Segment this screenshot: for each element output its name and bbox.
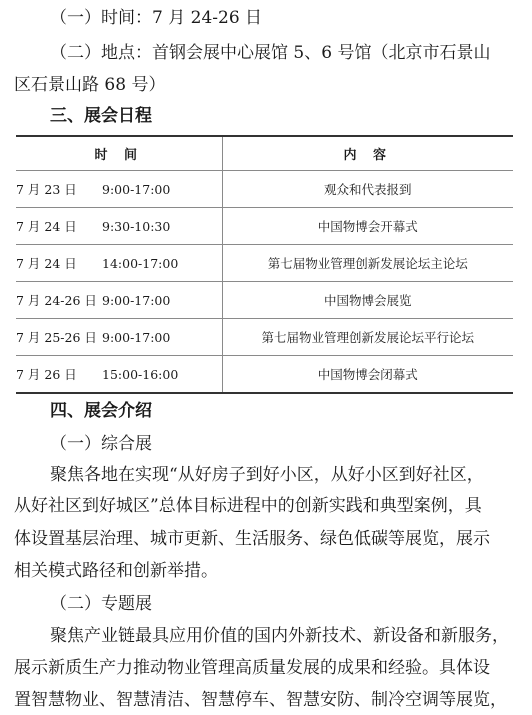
row-date: 7 月 23 日 <box>16 171 102 208</box>
row-time: 14:00-17:00 <box>102 245 222 282</box>
intro-p1-line4: 相关模式路径和创新举措。 <box>14 561 218 581</box>
header-time: 时 间 <box>16 136 222 171</box>
row-date: 7 月 24 日 <box>16 245 102 282</box>
row-content: 中国物博会闭幕式 <box>222 356 513 394</box>
row-content: 中国物博会开幕式 <box>222 208 513 245</box>
table-row <box>16 282 513 319</box>
venue-place-line1: （二）地点：首钢会展中心展馆 5、6 号馆（北京市石景山 <box>50 43 491 63</box>
row-date: 7 月 24-26 日 <box>16 282 102 319</box>
intro-p1-line1: 聚焦各地在实现“从好房子到好小区，从好小区到好社区， <box>50 465 484 485</box>
table-row <box>16 319 513 356</box>
row-time: 9:00-17:00 <box>102 319 222 356</box>
intro-heading: 四、展会介绍 <box>50 401 152 421</box>
table-row <box>16 245 513 282</box>
intro-sub1: （一）综合展 <box>50 434 152 454</box>
venue-place-line2: 区石景山路 68 号） <box>14 75 166 95</box>
row-date: 7 月 25-26 日 <box>16 319 102 356</box>
header-content: 内 容 <box>222 136 513 171</box>
row-content: 观众和代表报到 <box>222 171 513 208</box>
row-content: 第七届物业管理创新发展论坛平行论坛 <box>222 319 513 356</box>
row-time: 9:30-10:30 <box>102 208 222 245</box>
table-row <box>16 171 513 208</box>
schedule-heading: 三、展会日程 <box>50 106 152 126</box>
table-row <box>16 208 513 245</box>
schedule-table <box>16 135 513 394</box>
row-date: 7 月 24 日 <box>16 208 102 245</box>
intro-p2-line3: 置智慧物业、智慧清洁、智慧停车、智慧安防、制冷空调等展览， <box>14 690 507 710</box>
row-content: 第七届物业管理创新发展论坛主论坛 <box>222 245 513 282</box>
row-date: 7 月 26 日 <box>16 356 102 394</box>
row-time: 9:00-17:00 <box>102 171 222 208</box>
schedule-header-row <box>16 136 513 171</box>
intro-p2-line1: 聚焦产业链最具应用价值的国内外新技术、新设备和新服务， <box>50 626 509 646</box>
row-content: 中国物博会展览 <box>222 282 513 319</box>
table-row <box>16 356 513 394</box>
venue-time: （一）时间：7 月 24-26 日 <box>50 8 263 28</box>
intro-p2-line2: 展示新质生产力推动物业管理高质量发展的成果和经验。具体设 <box>14 658 490 678</box>
intro-sub2: （二）专题展 <box>50 594 152 614</box>
intro-p1-line3: 体设置基层治理、城市更新、生活服务、绿色低碳等展览，展示 <box>14 529 490 549</box>
row-time: 9:00-17:00 <box>102 282 222 319</box>
intro-p1-line2: 从好社区到好城区”总体目标进程中的创新实践和典型案例，具 <box>14 496 482 516</box>
row-time: 15:00-16:00 <box>102 356 222 394</box>
